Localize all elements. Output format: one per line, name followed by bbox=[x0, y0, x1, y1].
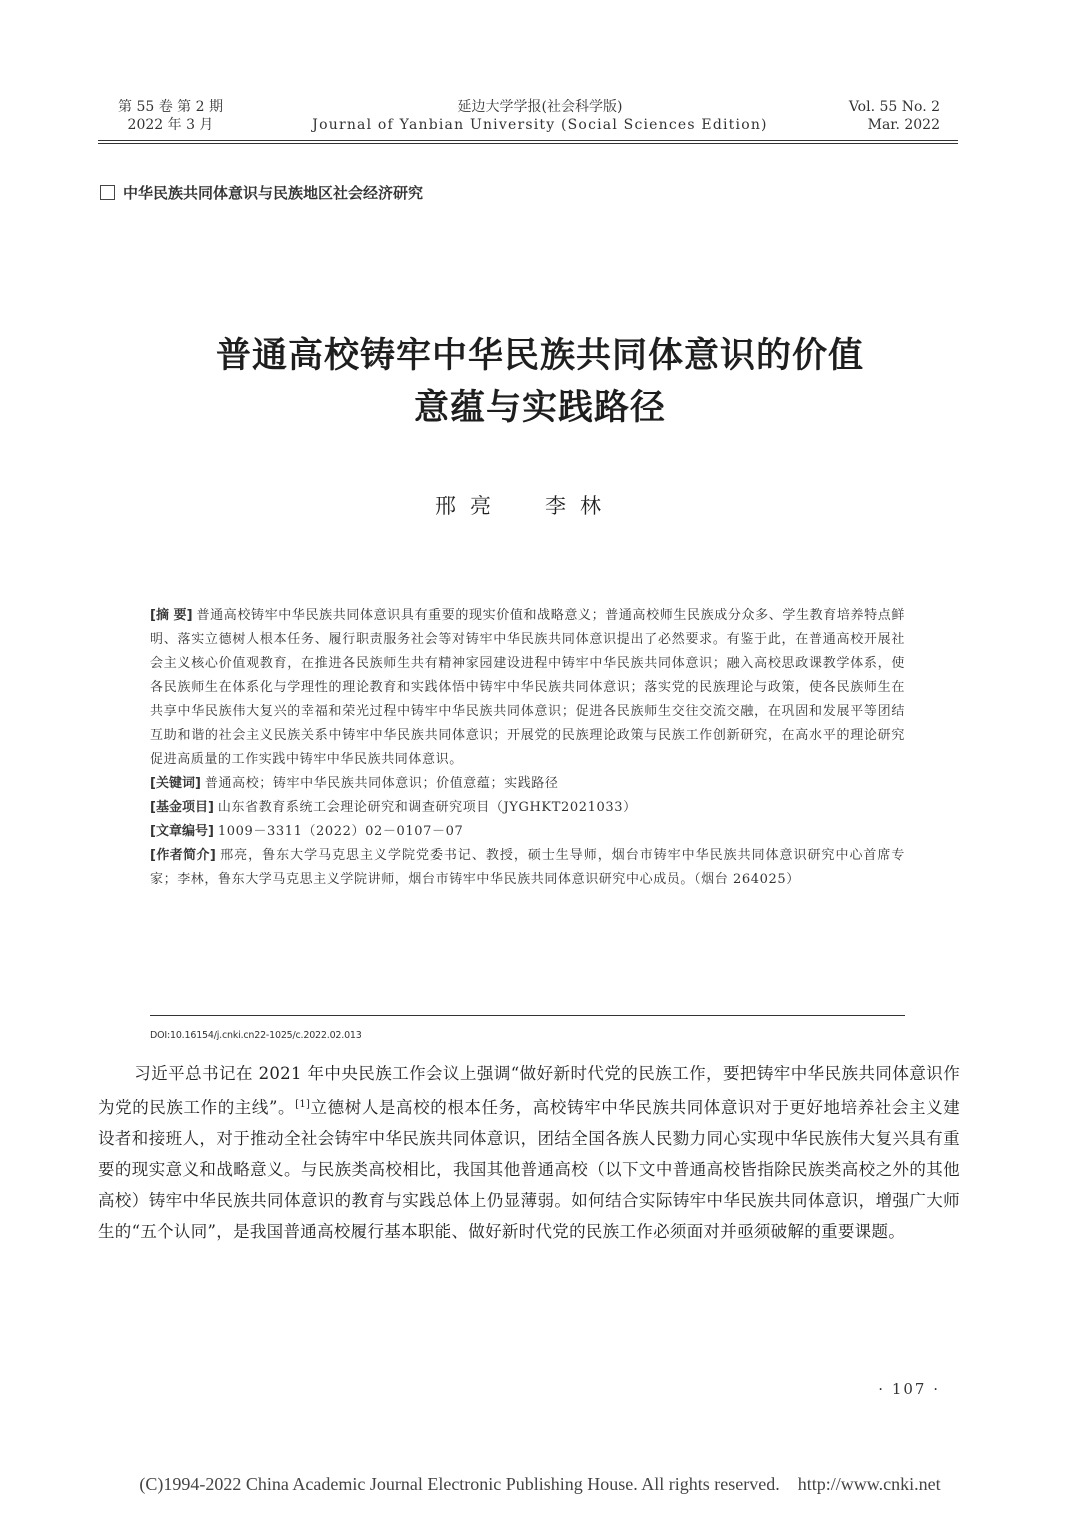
section-label-text: 中华民族共同体意识与民族地区社会经济研究 bbox=[123, 184, 424, 202]
abstract-text: 普通高校铸牢中华民族共同体意识具有重要的现实价值和战略意义；普通高校师生民族成分众多、学生教育培养特点鲜明、落实立德树人根本任务、履行职责服务社会等对铸牢中华民族共同体意识提出了必然要求。有鉴于此，在普通高校开展社会主义核心价值观教育，在推进各民族师生共有精神家园建设进程中铸牢中华民族共同体意识；融入高校思政课教学体系，使各民族师生在体系化与学理性的理论教育和实践体悟中铸牢中华民族共同体意识；落实党的民族理论与政策，使各民族师生在共享中华民族伟大复兴的幸福和荣光过程中铸牢中华民族共同体意识；促进各民族师生交往交流交融，在巩固和发展平等团结互助和谐的社会主义民族关系中铸牢中华民族共同体意识；开展党的民族理论政策与民族工作创新研究，在高水平的理论研究促进高质量的工作实践中铸牢中华民族共同体意识。 bbox=[150, 608, 905, 767]
cnki-link[interactable]: http://www.cnki.net bbox=[797, 1474, 941, 1494]
body-text bbox=[98, 1058, 960, 1247]
header-volume-issue bbox=[118, 98, 223, 134]
fund-label: [基金项目] bbox=[150, 800, 214, 815]
keywords bbox=[150, 772, 905, 796]
copyright-text: (C)1994-2022 China Academic Journal Electronic Publishing House. All rights reserved. bbox=[139, 1474, 780, 1494]
header-journal bbox=[300, 98, 780, 134]
article-number-label: [文章编号] bbox=[150, 824, 214, 839]
fund-project bbox=[150, 796, 905, 820]
author-2: 李林 bbox=[545, 494, 615, 518]
article-number-text: 1009－3311（2022）02－0107－07 bbox=[217, 824, 464, 839]
article-title bbox=[60, 330, 1020, 434]
authors bbox=[0, 490, 1050, 520]
doi: DOI:10.16154/j.cnki.cn22-1025/c.2022.02.013 bbox=[150, 1030, 362, 1041]
header-rule-second bbox=[98, 143, 958, 144]
header-date-line: 2022 年 3 月 bbox=[127, 117, 214, 133]
header-date-en: Mar. 2022 bbox=[867, 117, 940, 133]
header-journal-en: Journal of Yanbian University (Social Sciences Edition) bbox=[312, 117, 768, 133]
page-number: · 107 · bbox=[878, 1380, 940, 1398]
fund-text: 山东省教育系统工会理论研究和调查研究项目（JYGHKT2021033） bbox=[217, 800, 637, 815]
author-bio bbox=[150, 844, 905, 892]
abstract-block bbox=[150, 604, 905, 892]
abstract-label: [摘 要] bbox=[150, 608, 193, 623]
header-journal-cn: 延边大学学报(社会科学版) bbox=[457, 99, 623, 115]
keywords-label: [关键词] bbox=[150, 776, 201, 791]
author-1: 邢亮 bbox=[435, 494, 505, 518]
title-line-2: 意蕴与实践路径 bbox=[413, 387, 666, 428]
abstract bbox=[150, 604, 905, 772]
footer bbox=[0, 1474, 1080, 1495]
header-volume-line: 第 55 卷 第 2 期 bbox=[118, 99, 223, 115]
body-text-part-2: 立德树人是高校的根本任务，高校铸牢中华民族共同体意识对于更好地培养社会主义建设者和接班人，对于推动全社会铸牢中华民族共同体意识，团结全国各族人民勠力同心实现中华民族伟大复兴具有重要的现实意义和战略意义。与民族类高校相比，我国其他普通高校（以下文中普通高校皆指除民族类高校之外的其他高校）铸牢中华民族共同体意识的教育与实践总体上仍显薄弱。如何结合实际铸牢中华民族共同体意识，增强广大师生的“五个认同”，是我国普通高校履行基本职能、做好新时代党的民族工作必须面对并亟须破解的重要课题。 bbox=[98, 1098, 960, 1241]
keywords-text: 普通高校；铸牢中华民族共同体意识；价值意蕴；实践路径 bbox=[204, 776, 559, 791]
section-box-icon bbox=[100, 185, 115, 200]
title-line-1: 普通高校铸牢中华民族共同体意识的价值 bbox=[215, 335, 864, 376]
article-number bbox=[150, 820, 905, 844]
header-rule bbox=[98, 140, 958, 141]
header-volume-en: Vol. 55 No. 2 bbox=[848, 99, 940, 115]
body-paragraph bbox=[98, 1058, 960, 1247]
author-bio-text: 邢亮，鲁东大学马克思主义学院党委书记、教授，硕士生导师，烟台市铸牢中华民族共同体意识研究中心首席专家；李林，鲁东大学马克思主义学院讲师，烟台市铸牢中华民族共同体意识研究中心成员。（烟台 264025） bbox=[150, 848, 905, 887]
header-volume-issue-en bbox=[849, 98, 940, 134]
section-label bbox=[100, 182, 423, 203]
author-bio-label: [作者简介] bbox=[150, 848, 216, 863]
citation-ref: [1] bbox=[295, 1099, 311, 1110]
doi-rule bbox=[150, 1015, 905, 1016]
body-text-part-1: 习近平总书记在 2021 年中央民族工作会议上强调“做好新时代党的民族工作，要把铸牢中华民族共同体意识作为党的民族工作的主线”。 bbox=[98, 1064, 960, 1117]
